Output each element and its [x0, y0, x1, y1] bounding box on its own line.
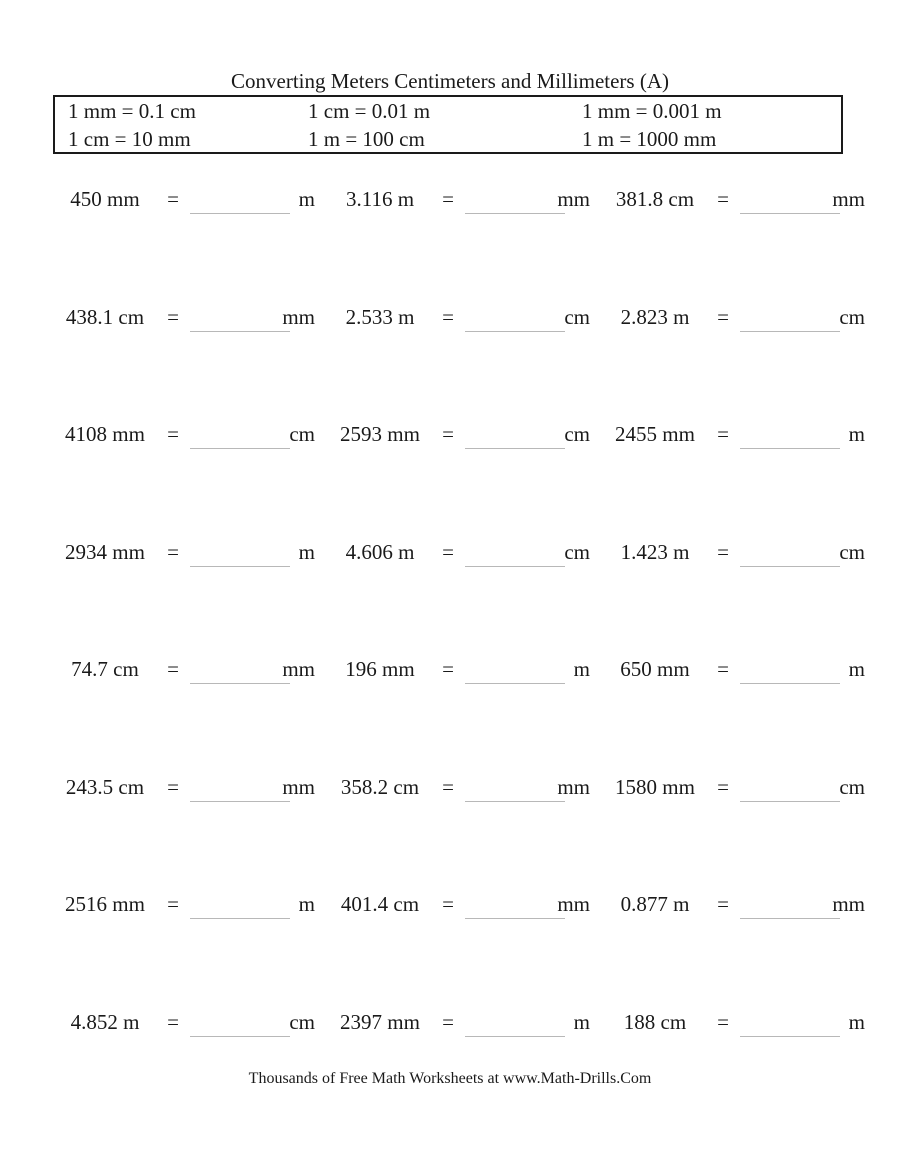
conversion-problem — [55, 773, 315, 813]
target-unit: cm — [564, 540, 590, 564]
target-unit: m — [848, 657, 865, 681]
conversion-reference-box — [53, 95, 843, 154]
conversion-problem — [55, 890, 315, 930]
answer-blank[interactable] — [740, 185, 840, 214]
equals-sign: = — [717, 775, 729, 799]
target-unit: m — [573, 657, 590, 681]
answer-blank[interactable] — [465, 1008, 565, 1037]
footer-credit: Thousands of Free Math Worksheets at www.Math-Drills.Com — [248, 1070, 652, 1087]
conversion-problem — [605, 890, 865, 930]
target-unit: mm — [557, 775, 590, 799]
given-measurement: 2516 mm — [65, 892, 145, 916]
conversion-problem — [55, 1008, 315, 1048]
given-measurement: 438.1 cm — [65, 305, 145, 329]
equals-sign: = — [167, 540, 179, 564]
conversion-problem — [330, 773, 590, 813]
given-measurement: 381.8 cm — [615, 187, 695, 211]
target-unit: mm — [282, 775, 315, 799]
target-unit: mm — [282, 657, 315, 681]
given-measurement: 1580 mm — [615, 775, 695, 799]
reference-cm-to-m: 1 cm = 0.01 m — [308, 99, 431, 123]
conversion-problem — [605, 538, 865, 578]
equals-sign: = — [442, 775, 454, 799]
given-measurement: 2397 mm — [340, 1010, 420, 1034]
target-unit: m — [298, 187, 315, 211]
conversion-problem — [330, 538, 590, 578]
answer-blank[interactable] — [190, 655, 290, 684]
answer-blank[interactable] — [740, 303, 840, 332]
conversion-problem — [55, 538, 315, 578]
target-unit: cm — [839, 540, 865, 564]
given-measurement: 1.423 m — [620, 540, 690, 564]
given-measurement: 2.823 m — [620, 305, 690, 329]
conversion-problem — [330, 1008, 590, 1048]
given-measurement: 2593 mm — [340, 422, 420, 446]
target-unit: cm — [289, 1010, 315, 1034]
reference-m-to-mm: 1 m = 1000 mm — [582, 127, 717, 151]
given-measurement: 358.2 cm — [340, 775, 420, 799]
equals-sign: = — [717, 1010, 729, 1034]
given-measurement: 2934 mm — [65, 540, 145, 564]
given-measurement: 4.852 m — [70, 1010, 140, 1034]
target-unit: cm — [839, 305, 865, 329]
conversion-problem — [55, 420, 315, 460]
target-unit: cm — [564, 422, 590, 446]
equals-sign: = — [167, 187, 179, 211]
answer-blank[interactable] — [465, 303, 565, 332]
conversion-problem — [55, 303, 315, 343]
equals-sign: = — [167, 1010, 179, 1034]
answer-blank[interactable] — [190, 773, 290, 802]
conversion-problem — [605, 185, 865, 225]
conversion-problem — [605, 655, 865, 695]
equals-sign: = — [442, 187, 454, 211]
equals-sign: = — [442, 422, 454, 446]
equals-sign: = — [167, 305, 179, 329]
target-unit: mm — [557, 892, 590, 916]
equals-sign: = — [167, 892, 179, 916]
given-measurement: 401.4 cm — [340, 892, 420, 916]
worksheet-title: Converting Meters Centimeters and Millimeters (A) — [231, 69, 669, 93]
given-measurement: 650 mm — [620, 657, 690, 681]
answer-blank[interactable] — [465, 890, 565, 919]
answer-blank[interactable] — [740, 1008, 840, 1037]
equals-sign: = — [717, 657, 729, 681]
given-measurement: 4.606 m — [345, 540, 415, 564]
target-unit: cm — [839, 775, 865, 799]
target-unit: m — [573, 1010, 590, 1034]
target-unit: m — [848, 422, 865, 446]
equals-sign: = — [442, 540, 454, 564]
conversion-problem — [605, 773, 865, 813]
given-measurement: 196 mm — [345, 657, 415, 681]
target-unit: m — [298, 892, 315, 916]
conversion-problem — [330, 303, 590, 343]
answer-blank[interactable] — [740, 420, 840, 449]
conversion-problem — [605, 420, 865, 460]
reference-mm-to-m: 1 mm = 0.001 m — [582, 99, 722, 123]
reference-cm-to-mm: 1 cm = 10 mm — [68, 127, 191, 151]
target-unit: m — [848, 1010, 865, 1034]
target-unit: mm — [282, 305, 315, 329]
answer-blank[interactable] — [465, 420, 565, 449]
conversion-problem — [330, 890, 590, 930]
conversion-problem — [330, 185, 590, 225]
equals-sign: = — [442, 1010, 454, 1034]
target-unit: cm — [564, 305, 590, 329]
target-unit: m — [298, 540, 315, 564]
equals-sign: = — [167, 657, 179, 681]
given-measurement: 188 cm — [623, 1010, 687, 1034]
conversion-problem — [605, 303, 865, 343]
answer-blank[interactable] — [740, 655, 840, 684]
given-measurement: 74.7 cm — [71, 657, 139, 681]
conversion-problem — [330, 655, 590, 695]
answer-blank[interactable] — [465, 773, 565, 802]
answer-blank[interactable] — [740, 890, 840, 919]
answer-blank[interactable] — [465, 538, 565, 567]
equals-sign: = — [717, 305, 729, 329]
answer-blank[interactable] — [190, 303, 290, 332]
equals-sign: = — [442, 305, 454, 329]
equals-sign: = — [167, 775, 179, 799]
reference-m-to-cm: 1 m = 100 cm — [308, 127, 425, 151]
conversion-problem — [55, 185, 315, 225]
target-unit: mm — [557, 187, 590, 211]
equals-sign: = — [442, 892, 454, 916]
answer-blank[interactable] — [190, 420, 290, 449]
equals-sign: = — [717, 187, 729, 211]
given-measurement: 0.877 m — [620, 892, 690, 916]
answer-blank[interactable] — [190, 185, 290, 214]
answer-blank[interactable] — [190, 1008, 290, 1037]
given-measurement: 450 mm — [70, 187, 140, 211]
target-unit: mm — [832, 892, 865, 916]
given-measurement: 2455 mm — [615, 422, 695, 446]
answer-blank[interactable] — [465, 185, 565, 214]
target-unit: mm — [832, 187, 865, 211]
target-unit: cm — [289, 422, 315, 446]
equals-sign: = — [717, 422, 729, 446]
equals-sign: = — [442, 657, 454, 681]
given-measurement: 2.533 m — [345, 305, 415, 329]
answer-blank[interactable] — [190, 538, 290, 567]
given-measurement: 4108 mm — [65, 422, 145, 446]
answer-blank[interactable] — [190, 890, 290, 919]
answer-blank[interactable] — [740, 773, 840, 802]
equals-sign: = — [717, 540, 729, 564]
equals-sign: = — [717, 892, 729, 916]
conversion-problem — [605, 1008, 865, 1048]
given-measurement: 3.116 m — [345, 187, 415, 211]
answer-blank[interactable] — [465, 655, 565, 684]
conversion-problem — [330, 420, 590, 460]
given-measurement: 243.5 cm — [65, 775, 145, 799]
reference-mm-to-cm: 1 mm = 0.1 cm — [68, 99, 196, 123]
equals-sign: = — [167, 422, 179, 446]
answer-blank[interactable] — [740, 538, 840, 567]
conversion-problem — [55, 655, 315, 695]
